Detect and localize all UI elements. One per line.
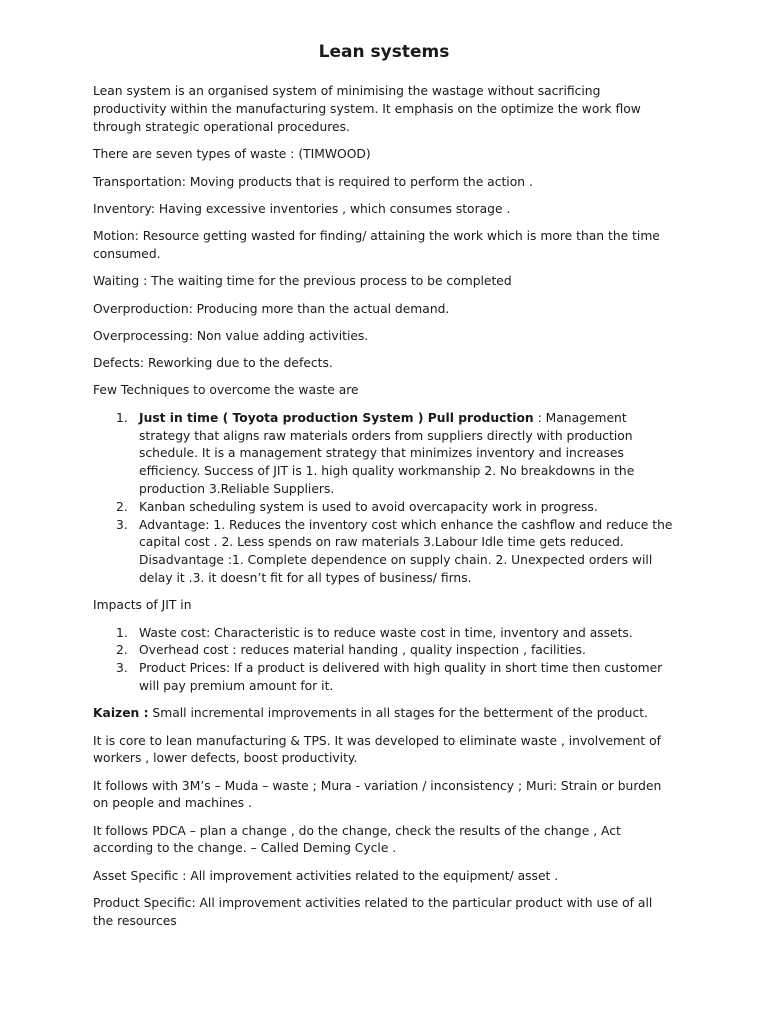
list-item — [93, 625, 675, 643]
list-number: 1. — [116, 625, 128, 640]
list-number: 3. — [116, 517, 128, 532]
waste-item-waiting: Waiting : The waiting time for the previous process to be completed — [93, 274, 512, 289]
list-number: 2. — [116, 499, 128, 514]
waste-item-defects: Defects: Reworking due to the defects. — [93, 356, 333, 371]
intro-paragraph: Lean system is an organised system of minimising the wastage without sacrificing productivity within the manufacturing system. It emphasis on the optimize the work flow through strategic operational procedures. — [93, 84, 641, 134]
kaizen-text: Small incremental improvements in all stages for the betterment of the product. — [148, 706, 648, 721]
impacts-intro: Impacts of JIT in — [93, 598, 192, 613]
waste-item-overproduction: Overproduction: Producing more than the actual demand. — [93, 301, 450, 316]
techniques-list — [93, 410, 675, 588]
technique-advantages-text: Advantage: 1. Reduces the inventory cost which enhance the cashflow and reduce the capital cost . 2. Less spends on raw materials 3.Labour Idle time gets reduced. Disadvantage :1. Complete dependence on supply chain. 2. Unexpected orders will delay it .3. it doesn’t fit for all types of business/ firns. — [139, 517, 673, 585]
waste-item-transportation: Transportation: Moving products that is required to perform the action . — [93, 174, 533, 189]
document-title: Lean systems — [318, 42, 450, 62]
technique-jit-heading: Just in time ( Toyota production System ) Pull production — [139, 410, 534, 425]
impact-overhead-cost: Overhead cost : reduces material handing , quality inspection , facilities. — [139, 643, 586, 658]
list-item — [93, 410, 675, 499]
list-number: 1. — [116, 410, 128, 425]
list-item — [93, 642, 675, 660]
kaizen-paragraph — [93, 705, 675, 723]
tps-paragraph: It is core to lean manufacturing & TPS. It was developed to eliminate waste , involvement of workers , lower defects, boost productivity. — [93, 733, 661, 766]
pdca-paragraph: It follows PDCA – plan a change , do the change, check the results of the change , Act according to the change. – Called Deming Cycle . — [93, 823, 621, 856]
list-number: 2. — [116, 643, 128, 658]
waste-types-intro: There are seven types of waste : (TIMWOOD) — [93, 147, 371, 162]
impacts-list — [93, 625, 675, 696]
three-m-paragraph: It follows with 3M’s – Muda – waste ; Mura - variation / inconsistency ; Muri: Strain or burden on people and machines . — [93, 778, 662, 811]
list-item — [93, 660, 675, 696]
waste-item-motion: Motion: Resource getting wasted for finding/ attaining the work which is more than the time consumed. — [93, 229, 660, 261]
asset-specific-paragraph: Asset Specific : All improvement activities related to the equipment/ asset . — [93, 868, 559, 883]
technique-jit-text: : Management strategy that aligns raw materials orders from suppliers directly with production schedule. It is a management strategy that minimizes inventory and increases efficiency. Success of JIT is 1. high quality workmanship 2. No breakdowns in the production 3.Reliable Suppliers. — [139, 410, 635, 496]
waste-item-overprocessing: Overprocessing: Non value adding activities. — [93, 328, 369, 343]
impact-product-prices: Product Prices: If a product is delivered with high quality in short time then customer will pay premium amount for it. — [139, 661, 663, 693]
list-number: 3. — [116, 661, 128, 676]
waste-item-inventory: Inventory: Having excessive inventories , which consumes storage . — [93, 201, 511, 216]
impact-waste-cost: Waste cost: Characteristic is to reduce waste cost in time, inventory and assets. — [139, 625, 633, 640]
technique-kanban-text: Kanban scheduling system is used to avoid overcapacity work in progress. — [139, 499, 598, 514]
product-specific-paragraph: Product Specific: All improvement activities related to the particular product with use of all the resources — [93, 896, 653, 928]
list-item — [93, 517, 675, 588]
list-item — [93, 499, 675, 517]
techniques-intro: Few Techniques to overcome the waste are — [93, 383, 359, 398]
kaizen-heading: Kaizen : — [93, 706, 149, 721]
